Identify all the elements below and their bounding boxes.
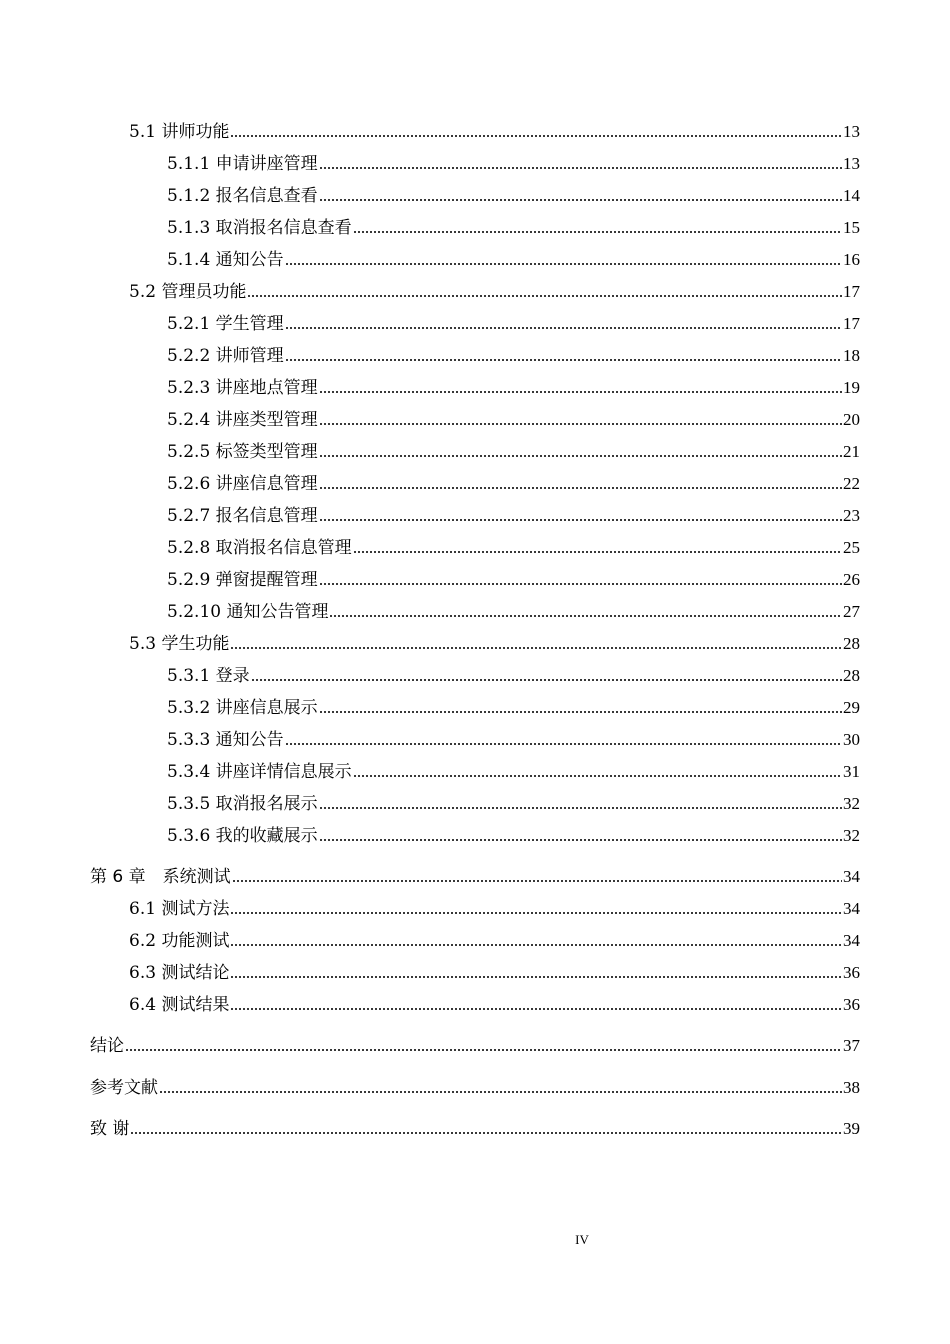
- toc-entry[interactable]: [129, 958, 860, 984]
- toc-entry-page-number: 17: [843, 282, 860, 301]
- toc-entry-title: 6.2 功能测试: [129, 931, 230, 951]
- dot-leader: [285, 357, 842, 363]
- dot-leader: [319, 709, 842, 715]
- toc-entry-page-number: 22: [843, 474, 860, 493]
- toc-entry-title: 5.3.4 讲座详情信息展示: [167, 762, 352, 782]
- dot-leader: [230, 133, 842, 139]
- dot-leader: [319, 485, 842, 491]
- toc-entry-page-number: 16: [843, 250, 860, 269]
- toc-entry[interactable]: [167, 341, 860, 367]
- dot-leader: [285, 261, 842, 267]
- toc-entry[interactable]: [167, 565, 860, 591]
- toc-entry-page-number: 31: [843, 762, 860, 781]
- toc-entry-page-number: 34: [843, 867, 860, 886]
- toc-entry-title: 5.2 管理员功能: [129, 282, 247, 302]
- toc-entry-title: 5.2.4 讲座类型管理: [167, 410, 318, 430]
- toc-entry[interactable]: [167, 597, 860, 623]
- dot-leader: [285, 325, 842, 331]
- dot-leader: [230, 645, 842, 651]
- toc-entry-title: 6.4 测试结果: [129, 995, 230, 1015]
- toc-entry-title: 5.3.2 讲座信息展示: [167, 698, 318, 718]
- dot-leader: [159, 1089, 842, 1095]
- dot-leader: [319, 581, 842, 587]
- toc-entry-page-number: 23: [843, 506, 860, 525]
- toc-entry[interactable]: [167, 661, 860, 687]
- toc-entry-title: 5.2.6 讲座信息管理: [167, 474, 318, 494]
- dot-leader: [285, 741, 842, 747]
- toc-entry[interactable]: [90, 1114, 860, 1140]
- toc-entry-title: 5.2.10 通知公告管理: [167, 602, 329, 622]
- toc-entry[interactable]: [167, 693, 860, 719]
- toc-entry-page-number: 13: [843, 154, 860, 173]
- dot-leader: [319, 453, 842, 459]
- toc-entry-title: 5.2.1 学生管理: [167, 314, 284, 334]
- toc-entry-title: 5.3.3 通知公告: [167, 730, 284, 750]
- toc-entry[interactable]: [167, 309, 860, 335]
- toc-entry[interactable]: [129, 629, 860, 655]
- toc-entry[interactable]: [167, 533, 860, 559]
- page-number: IV: [575, 1232, 589, 1247]
- toc-entry-title: 5.2.8 取消报名信息管理: [167, 538, 352, 558]
- toc-entry-page-number: 25: [843, 538, 860, 557]
- dot-leader: [247, 293, 842, 299]
- toc-entry[interactable]: [90, 862, 860, 888]
- toc-entry-page-number: 13: [843, 122, 860, 141]
- toc-entry[interactable]: [167, 213, 860, 239]
- toc-entry-title: 5.1.2 报名信息查看: [167, 186, 318, 206]
- toc-entry[interactable]: [167, 149, 860, 175]
- dot-leader: [230, 974, 842, 980]
- dot-leader: [251, 677, 842, 683]
- toc-entry-title: 5.2.5 标签类型管理: [167, 442, 318, 462]
- toc-entry-title: 5.1.1 申请讲座管理: [167, 154, 318, 174]
- toc-entry-page-number: 14: [843, 186, 860, 205]
- dot-leader: [319, 517, 842, 523]
- toc-entry-page-number: 36: [843, 963, 860, 982]
- toc-entry-title: 5.2.9 弹窗提醒管理: [167, 570, 318, 590]
- toc-entry-page-number: 32: [843, 826, 860, 845]
- toc-entry[interactable]: [167, 437, 860, 463]
- dot-leader: [130, 1130, 842, 1136]
- dot-leader: [353, 773, 842, 779]
- toc-entry[interactable]: [167, 245, 860, 271]
- toc-entry[interactable]: [167, 469, 860, 495]
- toc-entry[interactable]: [129, 990, 860, 1016]
- toc-entry[interactable]: [167, 181, 860, 207]
- toc-entry[interactable]: [167, 757, 860, 783]
- dot-leader: [232, 878, 842, 884]
- toc-entry-page-number: 32: [843, 794, 860, 813]
- toc-entry-page-number: 17: [843, 314, 860, 333]
- toc-entry-page-number: 34: [843, 899, 860, 918]
- dot-leader: [319, 421, 842, 427]
- toc-entry[interactable]: [167, 373, 860, 399]
- dot-leader: [319, 165, 842, 171]
- dot-leader: [319, 837, 842, 843]
- toc-entry-title: 6.3 测试结论: [129, 963, 230, 983]
- toc-entry-page-number: 19: [843, 378, 860, 397]
- toc-entry-title: 5.3 学生功能: [129, 634, 230, 654]
- toc-entry-title: 结论: [90, 1036, 124, 1056]
- toc-entry[interactable]: [90, 1073, 860, 1099]
- toc-entry-page-number: 18: [843, 346, 860, 365]
- toc-entry[interactable]: [167, 725, 860, 751]
- toc-entry[interactable]: [129, 277, 860, 303]
- toc-entry-page-number: 21: [843, 442, 860, 461]
- toc-entry-title: 6.1 测试方法: [129, 899, 230, 919]
- dot-leader: [230, 1006, 842, 1012]
- toc-entry[interactable]: [90, 1031, 860, 1057]
- toc-entry-page-number: 39: [843, 1119, 860, 1138]
- toc-entry-title: 第 6 章 系统测试: [90, 867, 231, 887]
- toc-entry[interactable]: [129, 926, 860, 952]
- toc-entry-title: 5.3.1 登录: [167, 666, 250, 686]
- toc-entry-page-number: 28: [843, 634, 860, 653]
- toc-entry-title: 致 谢: [90, 1119, 130, 1139]
- toc-entry-page-number: 27: [843, 602, 860, 621]
- toc-entry-title: 5.2.3 讲座地点管理: [167, 378, 318, 398]
- dot-leader: [353, 229, 842, 235]
- toc-entry-page-number: 29: [843, 698, 860, 717]
- toc-entry[interactable]: [167, 501, 860, 527]
- toc-entry-page-number: 37: [843, 1036, 860, 1055]
- toc-entry[interactable]: [129, 894, 860, 920]
- toc-entry[interactable]: [167, 789, 860, 815]
- toc-entry-page-number: 34: [843, 931, 860, 950]
- toc-entry[interactable]: [167, 405, 860, 431]
- toc-entry-title: 5.3.6 我的收藏展示: [167, 826, 318, 846]
- toc-entry-page-number: 36: [843, 995, 860, 1014]
- toc-entry-title: 5.2.2 讲师管理: [167, 346, 284, 366]
- toc-entry-page-number: 15: [843, 218, 860, 237]
- dot-leader: [230, 910, 842, 916]
- toc-entry-page-number: 28: [843, 666, 860, 685]
- toc-entry-page-number: 38: [843, 1077, 860, 1097]
- toc-entry-title: 5.1.4 通知公告: [167, 250, 284, 270]
- toc-entry-title: 5.1 讲师功能: [129, 122, 230, 142]
- dot-leader: [329, 613, 842, 619]
- toc-entry-title: 5.1.3 取消报名信息查看: [167, 218, 352, 238]
- toc-entry-page-number: 30: [843, 730, 860, 749]
- toc-entry[interactable]: [167, 821, 860, 847]
- dot-leader: [230, 942, 842, 948]
- dot-leader: [125, 1047, 842, 1053]
- toc-entry-page-number: 26: [843, 570, 860, 589]
- dot-leader: [319, 805, 842, 811]
- toc-entry-page-number: 20: [843, 410, 860, 429]
- dot-leader: [319, 197, 842, 203]
- toc-entry-title: 5.3.5 取消报名展示: [167, 794, 318, 814]
- dot-leader: [319, 389, 842, 395]
- toc-entry-title: 5.2.7 报名信息管理: [167, 506, 318, 526]
- dot-leader: [353, 549, 842, 555]
- toc-entry[interactable]: [129, 117, 860, 143]
- toc-entry-title: 参考文献: [90, 1077, 158, 1098]
